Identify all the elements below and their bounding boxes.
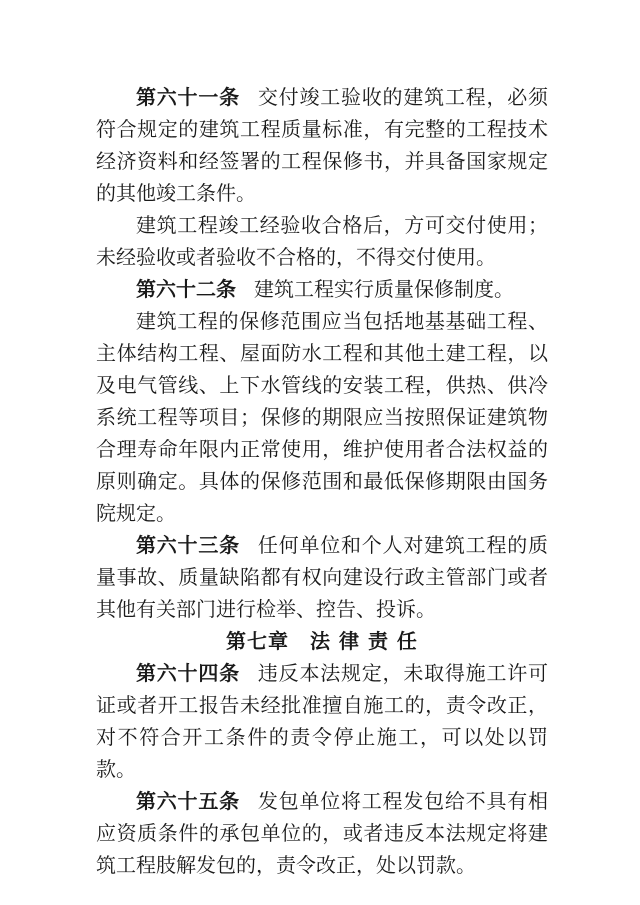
article-64 xyxy=(96,657,548,785)
article-text: 任何单位和个人对建筑工程的质量事故、质量缺陷都有权向建设行政主管部门或者其他有关部门进行检举、控告、投诉。 xyxy=(96,533,549,621)
paragraph-text: 建筑工程的保修范围应当包括地基基础工程、主体结构工程、屋面防水工程和其他土建工程，以及电气管线、上下水管线的安装工程，供热、供冷系统工程等项目；保修的期限应当按照保证建筑物合理寿命年限内正常使用，维护使用者合法权益的原则确定。具体的保修范围和最低保修期限由国务院规定。 xyxy=(96,309,548,525)
article-number: 第六十一条 xyxy=(136,85,240,109)
paragraph-61-2 xyxy=(96,209,548,273)
article-text: 建筑工程实行质量保修制度。 xyxy=(254,277,514,301)
document-body xyxy=(96,81,548,881)
article-62 xyxy=(96,273,548,305)
article-text: 发包单位将工程发包给不具有相应资质条件的承包单位的，或者违反本法规定将建筑工程肢解发包的，责令改正，处以罚款。 xyxy=(96,789,549,877)
paragraph-62-2 xyxy=(96,305,548,529)
article-number: 第六十五条 xyxy=(136,789,240,813)
article-number: 第六十三条 xyxy=(136,533,240,557)
article-number: 第六十二条 xyxy=(136,277,236,301)
article-65 xyxy=(96,785,548,881)
article-number: 第六十四条 xyxy=(136,661,240,685)
article-text: 违反本法规定，未取得施工许可证或者开工报告未经批准擅自施工的，责令改正，对不符合开工条件的责令停止施工，可以处以罚款。 xyxy=(96,661,549,781)
article-63 xyxy=(96,529,548,625)
paragraph-text: 建筑工程竣工经验收合格后，方可交付使用；未经验收或者验收不合格的，不得交付使用。 xyxy=(96,213,548,269)
article-text: 交付竣工验收的建筑工程，必须符合规定的建筑工程质量标准，有完整的工程技术经济资料和经签署的工程保修书，并具备国家规定的其他竣工条件。 xyxy=(96,85,549,205)
article-61 xyxy=(96,81,548,209)
chapter-heading: 第七章 法 律 责 任 xyxy=(226,629,418,653)
